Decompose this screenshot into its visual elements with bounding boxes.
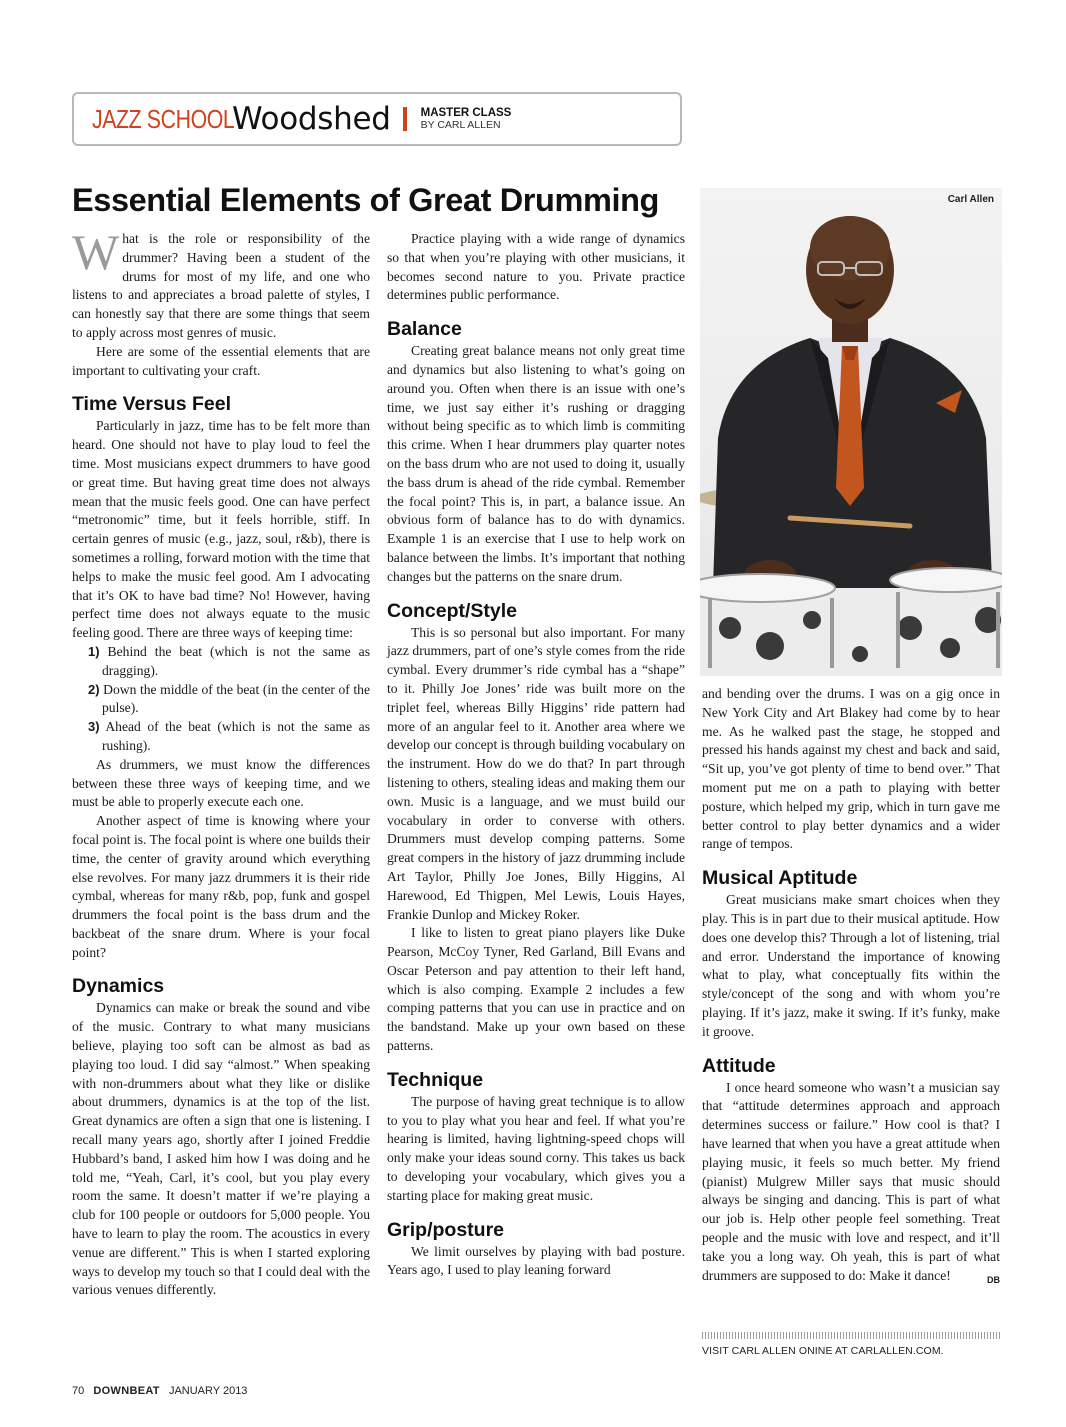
list-item: 2) Down the middle of the beat (in the center of the pulse). [88, 681, 370, 716]
issue-date: JANUARY 2013 [168, 1385, 248, 1397]
paragraph: This is so personal but also important. For many jazz drummers, part of one’s style comes from the ride cymbal. Every drummer’s ride cymbal has a “shape” to it. Philly Joe Jones’ ride was built more on the triplet feel, whereas Billy Higgins’ ride pattern had more of an angular feel to it. Another area where we develop our concept is through building vocabulary on the instrument. How do we do that? In part through listening to others, stealing ideas and making them our own. Music is a language, and we must build our vocabulary in order to converse with others. Drummers must develop comping patterns. Some great compers in the history of jazz drumming include Art Taylor, Philly Joe Jones, Billy Higgins, Al Harewood, Ed Thigpen, Mel Lewis, Louis Hayes, Frankie Dunlop and Mickey Roker. [387, 624, 685, 922]
department-banner [72, 92, 682, 146]
paragraph: Practice playing with a wide range of dynamics so that when you’re playing with other musicians, it becomes second nature to you. Private practice determines public performance. [387, 231, 685, 303]
column-3 [702, 685, 1000, 1289]
banner-kicker [421, 107, 512, 131]
article-title: Essential Elements of Great Drumming [72, 182, 660, 218]
paragraph: Dynamics can make or break the sound and vibe of the music. Contrary to what many musicians believe, playing too soft can be almost as bad as playing too loud. I did say “almost.” When speaking with non-drummers about what they like or dislike about drummers, dynamics is at the top of the list. Great dynamics are often a sign that one is listening. I recall many years ago, shortly after I joined Freddie Hubbard’s band, I asked him how I was doing and he told me, “Yeah, Carl, it’s cool, but you play every room the same. It doesn’t matter if we’re playing a club for 100 people or outdoors for 5,000 people. You have to learn to play the room. The acoustics in every venue are different.” This is when I started exploring ways to develop my touch so that I could deal with the various venues differently. [72, 1000, 370, 1298]
paragraph: Particularly in jazz, time has to be felt more than heard. One should not have to play loud to feel the time. Most musicians expect drummers to have good or great time. But having great time does not always mean that the music feels good. One can have perfect “metronomic” time, but it feels horrible, stiff. In certain genres of music (e.g., jazz, soul, r&b), there is sometimes a rolling, forward motion with the time that helps to make the music feel good. Am I advocating that it’s OK to have bad time? No! However, having perfect time does not always equate to the music feeling good. There are three ways of keeping time: [72, 418, 370, 641]
page-number: 70 [72, 1385, 85, 1397]
subhead-dynamics: Dynamics [72, 975, 165, 998]
end-mark: DB [987, 1274, 1000, 1285]
banner-divider [403, 107, 407, 131]
section-label: JAZZ SCHOOL [92, 103, 235, 134]
photo-caption: Carl Allen [947, 194, 994, 205]
paragraph: and bending over the drums. I was on a gig once in New York City and Art Blakey had come by to hear me. As he walked past the stage, he stopped and pressed his hands against my chest and back and said, “Sit up, you’ve got plenty of time to bend over.” That moment put me on a path to playing with better posture, which helped my grip, which in turn gave me better control to play better dynamics and a wider range of tempos. [702, 686, 1000, 852]
paragraph: We limit ourselves by playing with bad posture. Years ago, I used to play leaning forward [387, 1243, 685, 1278]
subhead-attitude: Attitude [702, 1054, 776, 1077]
magazine-name: DOWNBEAT [93, 1385, 160, 1397]
column-2 [387, 230, 685, 1280]
page-folio [72, 1385, 247, 1397]
dotted-rule [702, 1332, 1000, 1339]
subhead-concept-style: Concept/Style [387, 599, 518, 622]
kicker-label: MASTER CLASS [420, 107, 512, 119]
subhead-musical-aptitude: Musical Aptitude [702, 867, 858, 890]
time-list [72, 643, 370, 756]
paragraph: Another aspect of time is knowing where your focal point is. The focal point is where one builds their time, the center of gravity around which everything else revolves. For many jazz drummers it is their ride cymbal, whereas for many r&b, pop, funk and gospel drummers the focal point is the bass drum and the backbeat of the snare drum. Where is your focal point? [72, 813, 370, 960]
paragraph: I once heard someone who wasn’t a musician say that “attitude determines approach and approach determines success or failure.” How cool is that? I have learned that when you have a great attitude when playing music, it feels so much better. My friend (pianist) Mulgrew Miller says that music should always be singing and dancing. This is part of what our job is. Help other people feel something. Treat people and the music with love and respect, and it’ll take you a long way. Oh yeah, this is part of what drummers are supposed to do: Make it dance! DB [702, 1079, 1000, 1286]
list-item: 3) Ahead of the beat (which is not the same as rushing). [88, 719, 370, 753]
paragraph: The purpose of having great technique is to allow to you to play what you hear and feel. If what you’re hearing is limited, having lightning-speed chops will only make your ideas sound corny. This takes us back to developing your vocabulary, which gives you a starting place for making great music. [387, 1093, 685, 1203]
subhead-grip-posture: Grip/posture [387, 1218, 505, 1241]
list-item: 1) Behind the beat (which is not the same as dragging). [88, 643, 370, 678]
drop-cap: W [72, 224, 120, 280]
intro-paragraph: What is the role or responsibility of the drummer? Having been a student of the drums for most of my life, and one who listens to and appreciates a broad palette of styles, I can honestly say that there are some things that seem to apply across most genres of music. [72, 224, 370, 340]
paragraph: Great musicians make smart choices when they play. This is in part due to their musical aptitude. How does one develop this? Through a lot of listening, trial and error. Understand the importance of knowing what to play, what conceptually fits within the style/concept of the song and with whom you’re playing. If it’s jazz, make it swing. If it’s funky, make it groove. [702, 892, 1000, 1039]
department-name: Woodshed [232, 101, 391, 137]
paragraph: Creating great balance means not only great time and dynamics but also listening to what’s going on around you. Often when there is an issue with one’s time, we just say either it’s rushing or dragging without being specific as to which limb is commiting this crime. When I hear drummers play quarter notes on the bass drum who are not used to doing it, usually the bass drum is ahead of the ride cymbal. Remember the focal point? This is, in part, a balance issue. An obvious form of balance has to do with dynamics. Example 1 is an exercise that I use to help work on balance between the limbs. It’s important that nothing changes but the patterns on the snare drum. [387, 343, 685, 584]
paragraph: Here are some of the essential elements that are important to cultivating your craft. [72, 343, 370, 378]
subhead-time-versus-feel: Time Versus Feel [72, 393, 231, 416]
subhead-technique: Technique [387, 1068, 484, 1091]
author-photo [700, 188, 1002, 676]
paragraph: I like to listen to great piano players like Duke Pearson, McCoy Tyner, Red Garland, Bill Evans and Oscar Peterson and pay attention to their left hand, which is also comping. Example 2 includes a few comping patterns that you can use in practice and on the bandstand. Make up your own based on these patterns. [387, 925, 685, 1054]
column-1 [72, 224, 370, 1300]
author-website-note: VISIT CARL ALLEN ONINE AT CARLALLEN.COM. [702, 1345, 944, 1357]
paragraph: As drummers, we must know the differences between these three ways of keeping time, and we must be able to properly execute each one. [72, 756, 370, 810]
drummer-portrait [700, 188, 1002, 676]
byline: BY CARL ALLEN [420, 119, 501, 131]
subhead-balance: Balance [387, 318, 462, 341]
